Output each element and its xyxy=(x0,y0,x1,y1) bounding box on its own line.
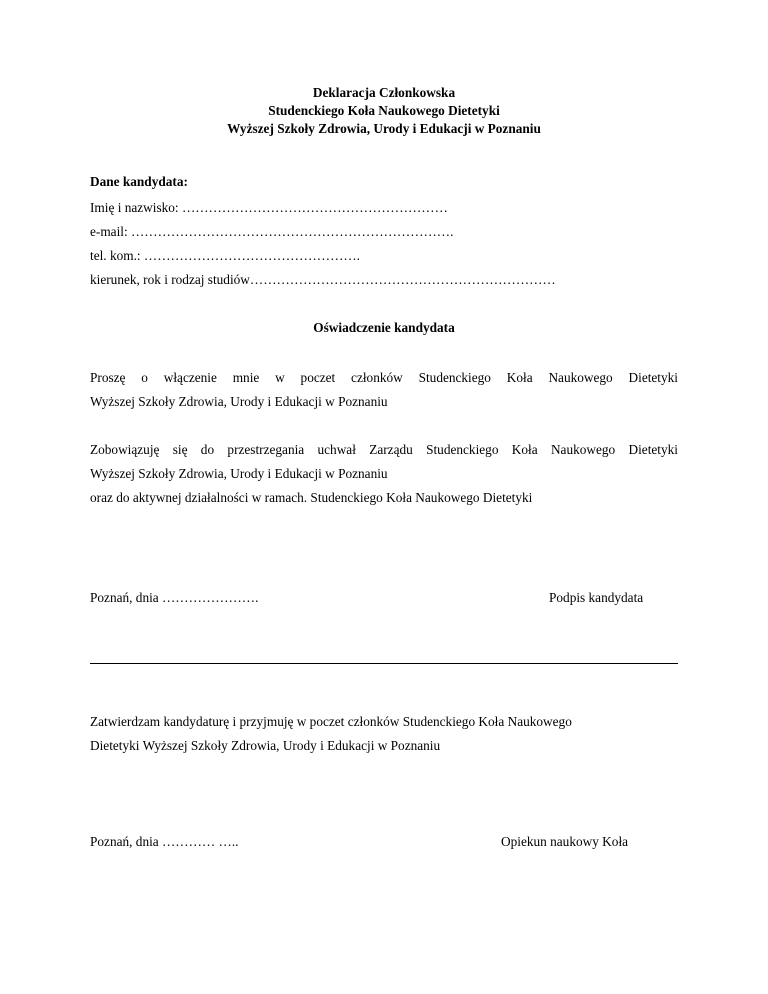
candidate-date-field: Poznań, dnia …………………. xyxy=(90,590,259,605)
paragraph-line: Wyższej Szkoły Zdrowia, Urody i Edukacji w Poznaniu xyxy=(90,466,388,481)
paragraph-line: Wyższej Szkoły Zdrowia, Urody i Edukacji w Poznaniu xyxy=(90,394,388,409)
paragraph-line: Proszę o włączenie mnie w poczet członków Studenckiego Koła Naukowego Dietetyki xyxy=(90,370,678,385)
name-field: Imię i nazwisko: …………………………………………………… xyxy=(90,200,448,215)
document-title xyxy=(90,84,678,138)
paragraph-line: Dietetyki Wyższej Szkoły Zdrowia, Urody i Edukacji w Poznaniu xyxy=(90,738,441,753)
obligation-paragraph xyxy=(90,438,678,510)
statement-heading: Oświadczenie kandydata xyxy=(313,320,455,335)
paragraph-line: oraz do aktywnej działalności w ramach. Studenckiego Koła Naukowego Dietetyki xyxy=(90,490,533,505)
title-line-1: Deklaracja Członkowska xyxy=(312,85,456,100)
title-line-3: Wyższej Szkoły Zdrowia, Urody i Edukacji w Poznaniu xyxy=(227,121,541,136)
phone-field: tel. kom.: …………………………………………. xyxy=(90,248,360,263)
candidate-data-heading: Dane kandydata: xyxy=(90,174,188,189)
paragraph-line: Zobowiązuję się do przestrzegania uchwał Zarządu Studenckiego Koła Naukowego Dietetyki xyxy=(90,442,678,457)
studies-field: kierunek, rok i rodzaj studiów…………………………………………………………… xyxy=(90,272,556,287)
paragraph-line: Zatwierdzam kandydaturę i przyjmuję w poczet członków Studenckiego Koła Naukowego xyxy=(90,714,572,729)
approval-date-field: Poznań, dnia ………… ….. xyxy=(90,834,239,849)
membership-request-paragraph xyxy=(90,366,678,414)
approval-paragraph xyxy=(90,710,678,758)
title-line-2: Studenckiego Koła Naukowego Dietetyki xyxy=(268,103,500,118)
candidate-signature-label: Podpis kandydata xyxy=(549,590,644,605)
supervisor-signature-label: Opiekun naukowy Koła xyxy=(501,834,629,849)
email-field: e-mail: ………………………………………………………………. xyxy=(90,224,454,239)
section-divider xyxy=(90,663,678,664)
